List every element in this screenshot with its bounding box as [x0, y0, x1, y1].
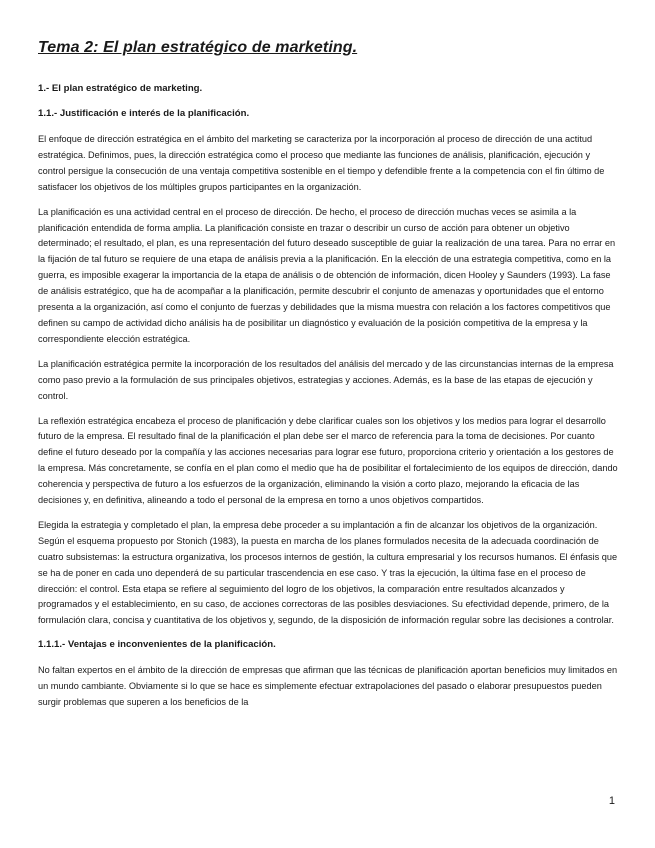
paragraph: Elegida la estrategia y completado el plan, la empresa debe proceder a su implantación a fin de alcanzar los objetivos de la organización. Según el esquema propuesto por Stonich (1983), la puesta en marcha de los planes formulados necesita de la adecuada coordinación de cuatro subsistemas: la estructura organizativa, los procesos internos de gestión, la cultura empresarial y los recursos humanos. El énfasis que se ha de poner en cada uno dependerá de su particular trascendencia en ese caso. Y tras la ejecución, la última fase en el proceso de dirección: el control. Esta etapa se refiere al seguimiento del logro de los objetivos, la comparación entre resultados alcanzados y programados y el establecimiento, en su caso, de acciones correctoras de las posibles desviaciones. Su efectividad depende, primero, de la formulación clara, concisa y cuantitativa de los objetivos y, segundo, de la disposición de información regular sobre las decisiones a controlar.	[38, 519, 618, 626]
paragraph: El enfoque de dirección estratégica en el ámbito del marketing se caracteriza por la incorporación al proceso de dirección de una actitud estratégica. Definimos, pues, la dirección estratégica como el proceso que mediante las funciones de análisis, planificación, ejecución y control persigue la consecución de una ventaja competitiva sostenible en el tiempo y defendible frente a la competencia con el fin último de satisfacer los objetivos de los múltiples grupos participantes en la organización.	[38, 134, 605, 192]
document-title: Tema 2: El plan estratégico de marketing.	[38, 39, 358, 56]
section-heading-1-1-1: 1.1.1.- Ventajas e inconvenientes de la planificación.	[38, 639, 276, 651]
document-body	[38, 38, 618, 720]
paragraph: La planificación estratégica permite la incorporación de los resultados del análisis del mercado y de las circunstancias internas de la empresa como paso previo a la formulación de sus principales objetivos, estrategias y acciones. Además, es la base de las etapas de ejecución y control.	[38, 358, 614, 401]
paragraph: No faltan expertos en el ámbito de la dirección de empresas que afirman que las técnicas de planificación aportan beneficios muy limitados en un mundo cambiante. Obviamente si lo que se hace es simplemente efectuar extrapolaciones del pasado o elaborar presupuestos pueden surgir problemas que superen a los beneficios de la	[38, 665, 618, 708]
paragraph: La planificación es una actividad central en el proceso de dirección. De hecho, el proceso de dirección muchas veces se asimila a la planificación entendida de forma amplia. La planificación consiste en trazar o describir un curso de acción para obtener un objetivo determinado; el resultado, el plan, es una representación del futuro deseado susceptible de guiar la realización de una tarea. Para no errar en la fijación de tal futuro se requiere de una etapa de análisis previa a la planificación. En la elección de una estrategia competitiva, como en la guerra, es imposible exagerar la importancia de la etapa de análisis o de obtención de información, dicen Hooley y Saunders (1993). La fase de análisis estratégico, que ha de acompañar a la planificación, permite descubrir el conjunto de amenazas y oportunidades que el entorno presenta a la organización, así como el conjunto de fuerzas y debilidades que la misma muestra con relación a los factores competitivos que definen su campo de actividad dicho análisis ha de posibilitar un diagnóstico y evaluación de la posición competitiva de la empresa y la correspondiente elección estratégica.	[38, 206, 616, 344]
page-number: 1	[608, 795, 615, 807]
section-heading-1-1: 1.1.- Justificación e interés de la planificación.	[38, 108, 250, 119]
section-heading-1: 1.- El plan estratégico de marketing.	[38, 83, 203, 94]
paragraph: La reflexión estratégica encabeza el proceso de planificación y debe clarificar cuales son los objetivos y los medios para lograr el desarrollo futuro de la empresa. El resultado final de la planificación el plan debe ser el marco de referencia para la toma de decisiones. Por cuanto define el futuro deseado por la compañía y las acciones necesarias para lograr ese futuro, proporciona criterio y orientación a los gestores de la empresa. Más concretamente, se confía en el plan como el medio que ha de posibilitar el fortalecimiento de los equipos de dirección, dando coherencia y perspectiva de futuro a los esfuerzos de la organización, eliminando la visión a corto plazo, mejorando la eficacia de las decisiones y, en definitiva, alineando a todo el personal de la empresa en torno a unos objetivos compartidos.	[38, 415, 618, 506]
